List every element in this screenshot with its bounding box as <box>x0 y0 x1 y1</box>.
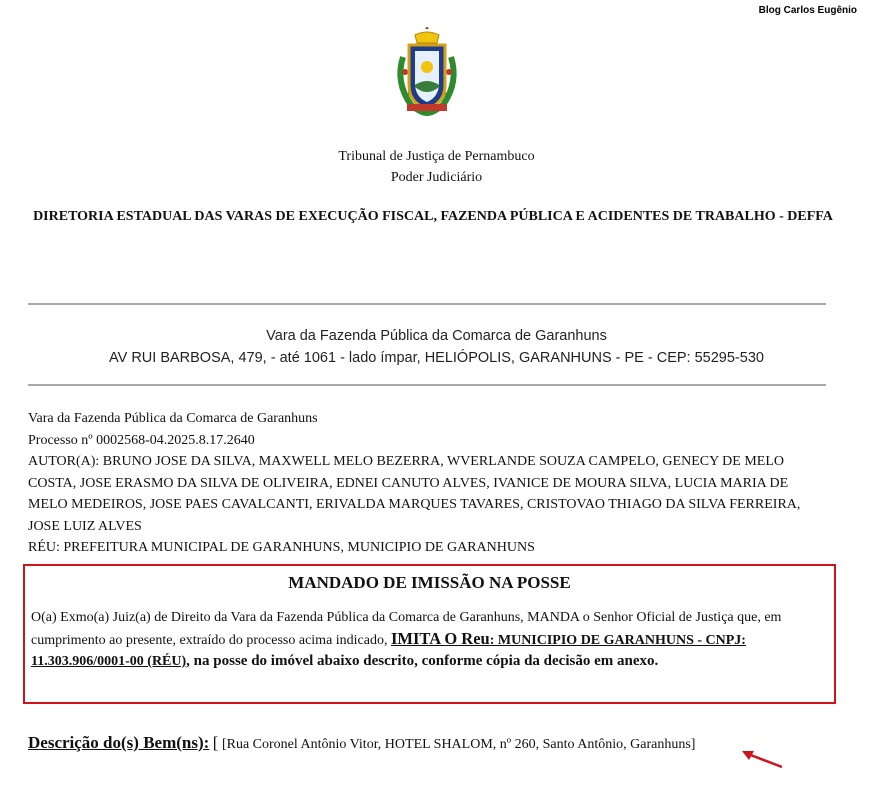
judiciary-label: Poder Judiciário <box>390 170 483 185</box>
process-number: Processo nº 0002568-04.2025.8.17.2640 <box>28 432 255 448</box>
description-value: [Rua Coronel Antônio Vitor, HOTEL SHALOM, nº 260, Santo Antônio, Garanhuns] <box>221 737 696 752</box>
coat-of-arms-icon <box>381 27 473 119</box>
process-autores: AUTOR(A): BRUNO JOSE DA SILVA, MAXWELL MELO BEZERRA, WVERLANDE SOUZA CAMPELO, GENECY DE MELO COSTA, JOSE ERASMO DA SILVA DE OLIVEIRA, EDNEI CANUTO ALVES, IVANICE DE MOURA SILVA, LUCIA MARIA DE MELO MEDEIROS, JOSE PAES CAVALCANTI, ERIVALDA MARQUES TAVARES, CRISTOVAO THIAGO DA SILVA FERREIRA, JOSE LUIZ ALVES <box>28 454 801 534</box>
process-info <box>28 408 828 559</box>
blog-watermark: Blog Carlos Eugênio <box>758 5 857 16</box>
vara-header <box>0 325 873 369</box>
directorate-title: DIRETORIA ESTADUAL DAS VARAS DE EXECUÇÃO FISCAL, FAZENDA PÚBLICA E ACIDENTES DE TRABALHO - DEFFA <box>33 209 833 224</box>
divider-bottom <box>28 384 826 386</box>
mandado-body <box>31 607 828 672</box>
vara-address: AV RUI BARBOSA, 479, - até 1061 - lado ímpar, HELIÓPOLIS, GARANHUNS - PE - CEP: 55295-530 <box>109 350 764 366</box>
description-open-bracket: [ <box>212 733 219 752</box>
description-label: Descrição do(s) Bem(ns): <box>28 733 210 752</box>
court-heading <box>0 146 873 188</box>
property-description <box>28 733 848 753</box>
mandado-imita: IMITA O Reu <box>391 629 490 648</box>
mandado-reu-id: : MUNICIPIO DE GARANHUNS - CNPJ: 11.303.906/0001-00 (RÉU) <box>31 633 746 669</box>
mandado-title: MANDADO DE IMISSÃO NA POSSE <box>288 573 571 592</box>
mandado-intro: O(a) Exmo(a) Juiz(a) de Direito da Vara da Fazenda Pública da Comarca de Garanhuns, MANDA o Senhor Oficial de Justiça que, em cumprimento ao presente, extraído do processo acima indicado, <box>31 610 782 648</box>
red-arrow-icon <box>738 748 786 770</box>
mandado-box <box>23 564 836 704</box>
divider-top <box>28 303 826 305</box>
vara-name: Vara da Fazenda Pública da Comarca de Garanhuns <box>266 328 607 344</box>
process-vara: Vara da Fazenda Pública da Comarca de Garanhuns <box>28 411 318 426</box>
mandado-posse: , na posse do imóvel abaixo descrito, conforme cópia da decisão em anexo. <box>186 653 659 669</box>
process-reu: RÉU: PREFEITURA MUNICIPAL DE GARANHUNS, MUNICIPIO DE GARANHUNS <box>28 540 535 555</box>
court-name: Tribunal de Justiça de Pernambuco <box>338 149 535 164</box>
